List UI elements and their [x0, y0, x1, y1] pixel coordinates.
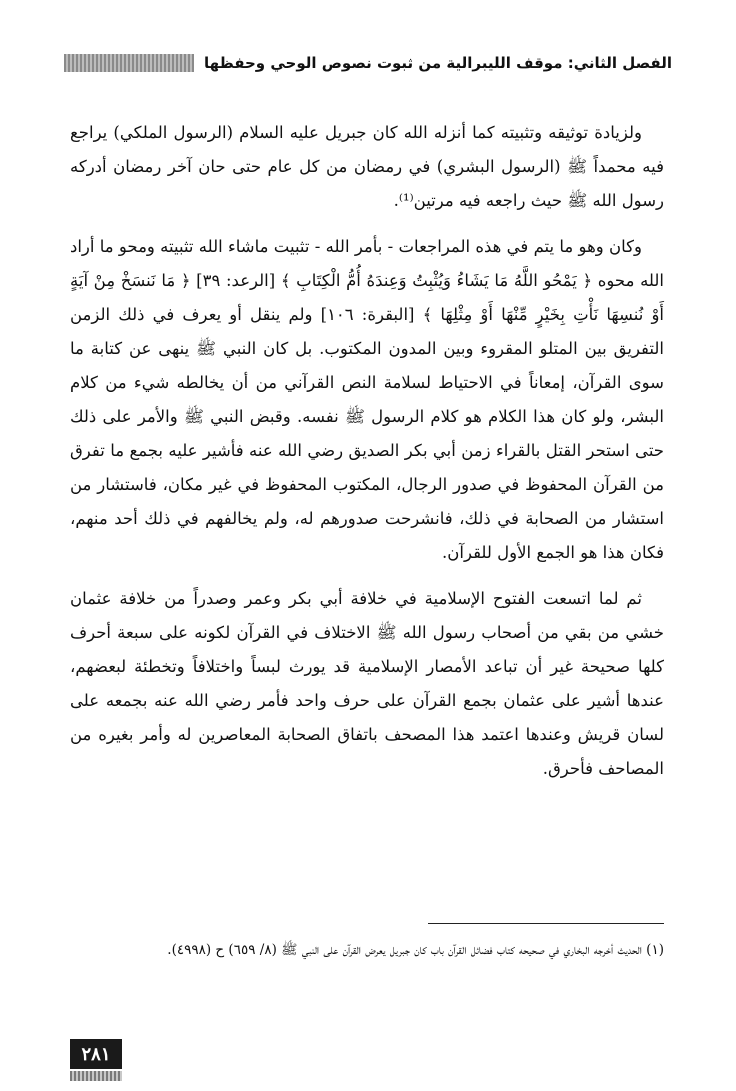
footnote-divider — [428, 923, 664, 924]
page-number: ٢٨١ — [70, 1039, 122, 1069]
paragraph: وكان وهو ما يتم في هذه المراجعات - بأمر الله - تثبيت ماشاء الله تثبيته ومحو ما أراد الله محوه ﴿ يَمْحُو اللَّهُ مَا يَشَاءُ وَيُثْبِتُ وَعِندَهُ أُمُّ الْكِتَابِ ﴾ [الرعد: ٣٩] ﴿ مَا نَنسَخْ مِنْ آيَةٍ أَوْ نُنسِهَا نَأْتِ بِخَيْرٍ مِّنْهَا أَوْ مِثْلِهَا ﴾ [البقرة: ١٠٦] ولم ينقل أو يعرف في ذلك الزمن التفريق بين المتلو المقروء وبين المدون المكتوب. بل كان النبي ﷺ ينهى عن كتابة ما سوى القرآن، إمعاناً في الاحتياط لسلامة النص القرآني من أن يخالطه شيء من كلام البشر، ولو كان هذا الكلام هو كلام الرسول ﷺ نفسه. وقبض النبي ﷺ والأمر على ذلك حتى استحر القتل بالقراء زمن أبي بكر الصديق رضي الله عنه فأشير عليه بجمع ما تفرق من القرآن المحفوظ في صدور الرجال، المكتوب المحفوظ في غير مكان، فاستشار من استشار من الصحابة في ذلك، فانشرحت صدورهم له، ولم يخالفهم في ذلك أحد منهم، فكان هذا هو الجمع الأول للقرآن. — [70, 237, 664, 562]
footnote — [68, 936, 664, 964]
page-number-decorative-strip — [70, 1071, 122, 1081]
footnote-text: (١) الحديث أخرجه البخاري في صحيحه كتاب فضائل القرآن باب كان جبريل يعرض القرآن على النبي ﷺ (٨/ ٦٥٩) ح (٤٩٩٨). — [167, 942, 664, 958]
body-text — [70, 116, 664, 786]
running-header — [64, 52, 672, 74]
paragraph: ثم لما اتسعت الفتوح الإسلامية في خلافة أبي بكر وعمر وصدراً من خلافة عثمان خشي من بقي من أصحاب رسول الله ﷺ الاختلاف في القرآن لكونه على سبعة أحرف كلها صحيحة غير أن تباعد الأمصار الإسلامية قد يورث لبساً واختلافاً وتخطئة لبعضهم، عندها أشير على عثمان بجمع القرآن على حرف واحد فأمر رضي الله عنه بجمعه على لسان قريش وعندها اعتمد هذا المصحف باتفاق الصحابة المعاصرين له وأمر بغيره من المصاحف فأحرق. — [70, 589, 664, 778]
header-decorative-bar — [64, 54, 194, 72]
paragraph: ولزيادة توثيقه وتثبيته كما أنزله الله كان جبريل عليه السلام (الرسول الملكي) يراجع فيه محمداً ﷺ (الرسول البشري) في رمضان من كل عام حتى حان آخر رمضان أدركه رسول الله ﷺ حيث راجعه فيه مرتين⁽¹⁾. — [70, 123, 664, 210]
chapter-title: الفصل الثاني: موقف الليبرالية من ثبوت نصوص الوحي وحفظها — [204, 54, 672, 72]
